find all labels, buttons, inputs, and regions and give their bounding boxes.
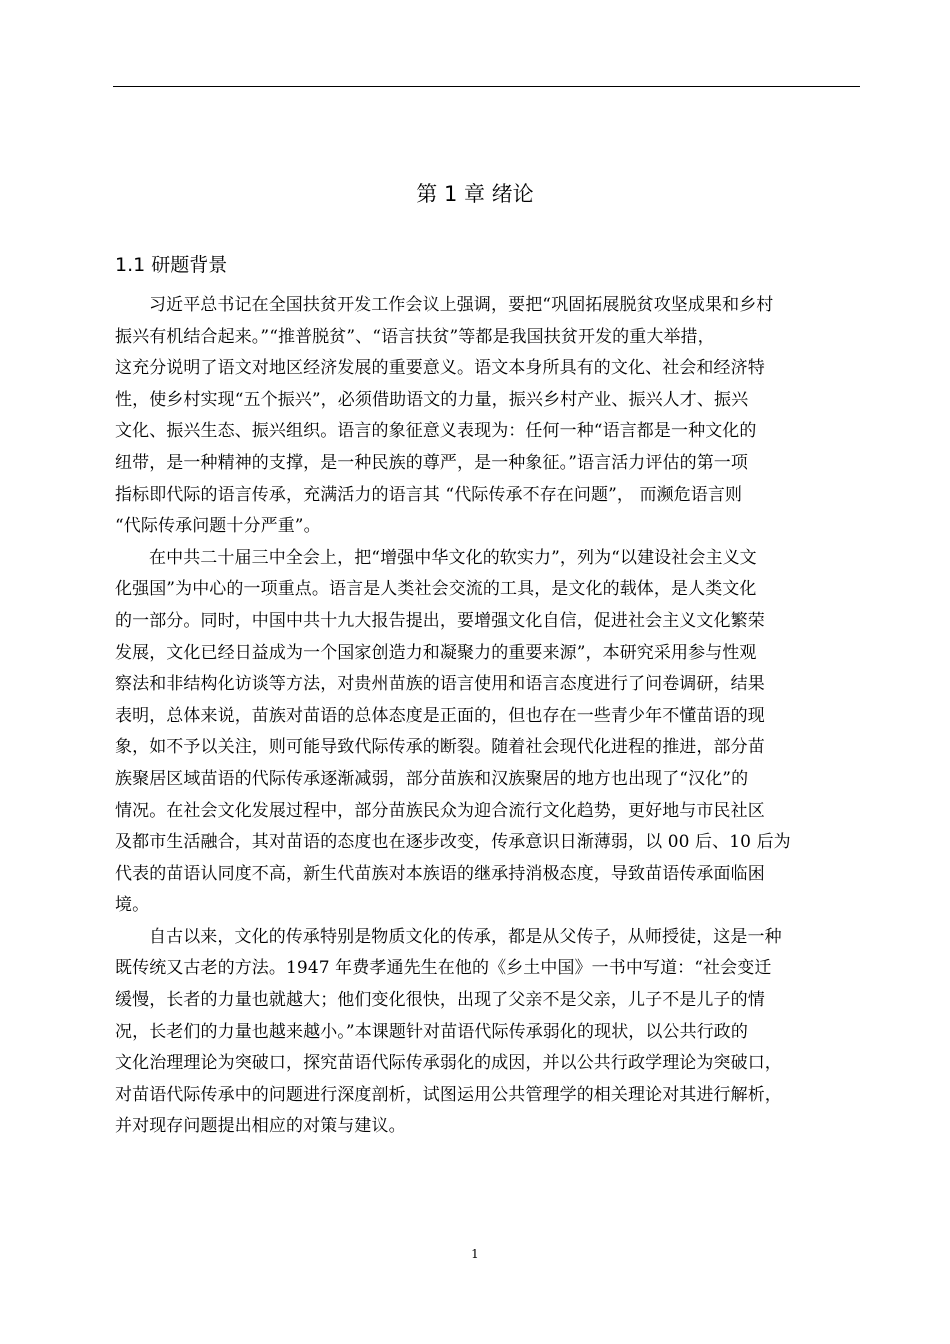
paragraph-line: 这充分说明了语文对地区经济发展的重要意义。语文本身所具有的文化、社会和经济特 [115, 358, 765, 379]
paragraph-line: 化强国”为中心的一项重点。语言是人类社会交流的工具，是文化的载体，是人类文化 [115, 579, 757, 600]
paragraph-line: 代表的苗语认同度不高，新生代苗族对本族语的继承持消极态度，导致苗语传承面临困 [115, 863, 765, 884]
header-rule [113, 86, 860, 87]
paragraph-line: 文化治理理论为突破口，探究苗语代际传承弱化的成因，并以公共行政学理论为突破口， [115, 1053, 782, 1074]
paragraph-line: 指标即代际的语言传承，充满活力的语言其 “代际传承不存在问题”， 而濒危语言则 [115, 484, 743, 505]
paragraph-line: 并对现存问题提出相应的对策与建议。 [115, 1116, 406, 1137]
paragraph-line: 既传统又古老的方法。1947 年费孝通先生在他的《乡土中国》一书中写道：“社会变迁 [115, 958, 772, 979]
paragraph-1 [115, 290, 857, 543]
paragraph-line: 习近平总书记在全国扶贫开发工作会议上强调，要把“巩固拓展脱贫攻坚成果和乡村 [149, 295, 774, 315]
paragraph-line: 象，如不予以关注，则可能导致代际传承的断裂。随着社会现代化进程的推进，部分苗 [115, 737, 765, 758]
section-title: 1.1 研题背景 [115, 254, 228, 276]
paragraph-line: 缓慢，长者的力量也就越大；他们变化很快，出现了父亲不是父亲，儿子不是儿子的情 [115, 990, 765, 1011]
paragraph-line: 自古以来，文化的传承特别是物质文化的传承，都是从父传子，从师授徒，这是一种 [149, 926, 782, 947]
paragraph-line: 族聚居区域苗语的代际传承逐渐减弱，部分苗族和汉族聚居的地方也出现了“汉化”的 [115, 768, 749, 789]
paragraph-line: 振兴有机结合起来。”“推普脱贫”、“语言扶贫”等都是我国扶贫开发的重大举措， [115, 326, 715, 347]
paragraph-line: 境。 [115, 895, 150, 916]
paragraph-2 [115, 543, 857, 922]
paragraph-line: 况，长老们的力量也越来越小。”本课题针对苗语代际传承弱化的现状，以公共行政的 [115, 1021, 748, 1042]
paragraph-line: 文化、振兴生态、振兴组织。语言的象征意义表现为：任何一种“语言都是一种文化的 [115, 421, 757, 442]
paragraph-line: “代际传承问题十分严重”。 [115, 516, 321, 537]
paragraph-line: 在中共二十届三中全会上，把“增强中华文化的软实力”，列为“以建设社会主义文 [149, 547, 757, 568]
page-number: 1 [471, 1247, 479, 1261]
paragraph-3 [115, 922, 857, 1143]
paragraph-line: 性，使乡村实现“五个振兴”，必须借助语文的力量，振兴乡村产业、振兴人才、振兴 [115, 389, 749, 410]
paragraph-line: 及都市生活融合，其对苗语的态度也在逐步改变，传承意识日渐薄弱，以 00 后、10 后为 [115, 832, 791, 853]
paragraph-line: 纽带，是一种精神的支撑，是一种民族的尊严，是一种象征。”语言活力评估的第一项 [115, 452, 748, 473]
paragraph-line: 情况。在社会文化发展过程中，部分苗族民众为迎合流行文化趋势，更好地与市民社区 [115, 800, 765, 821]
body-text [115, 290, 857, 1143]
chapter-title: 第 1 章 绪论 [416, 182, 534, 206]
paragraph-line: 察法和非结构化访谈等方法，对贵州苗族的语言使用和语言态度进行了问卷调研，结果 [115, 674, 765, 695]
paragraph-line: 的一部分。同时，中国中共十九大报告提出，要增强文化自信，促进社会主义文化繁荣 [115, 610, 765, 631]
paragraph-line: 对苗语代际传承中的问题进行深度剖析，试图运用公共管理学的相关理论对其进行解析， [115, 1084, 782, 1105]
paragraph-line: 发展，文化已经日益成为一个国家创造力和凝聚力的重要来源”，本研究采用参与性观 [115, 642, 757, 663]
paragraph-line: 表明，总体来说，苗族对苗语的总体态度是正面的，但也存在一些青少年不懂苗语的现 [115, 705, 765, 726]
